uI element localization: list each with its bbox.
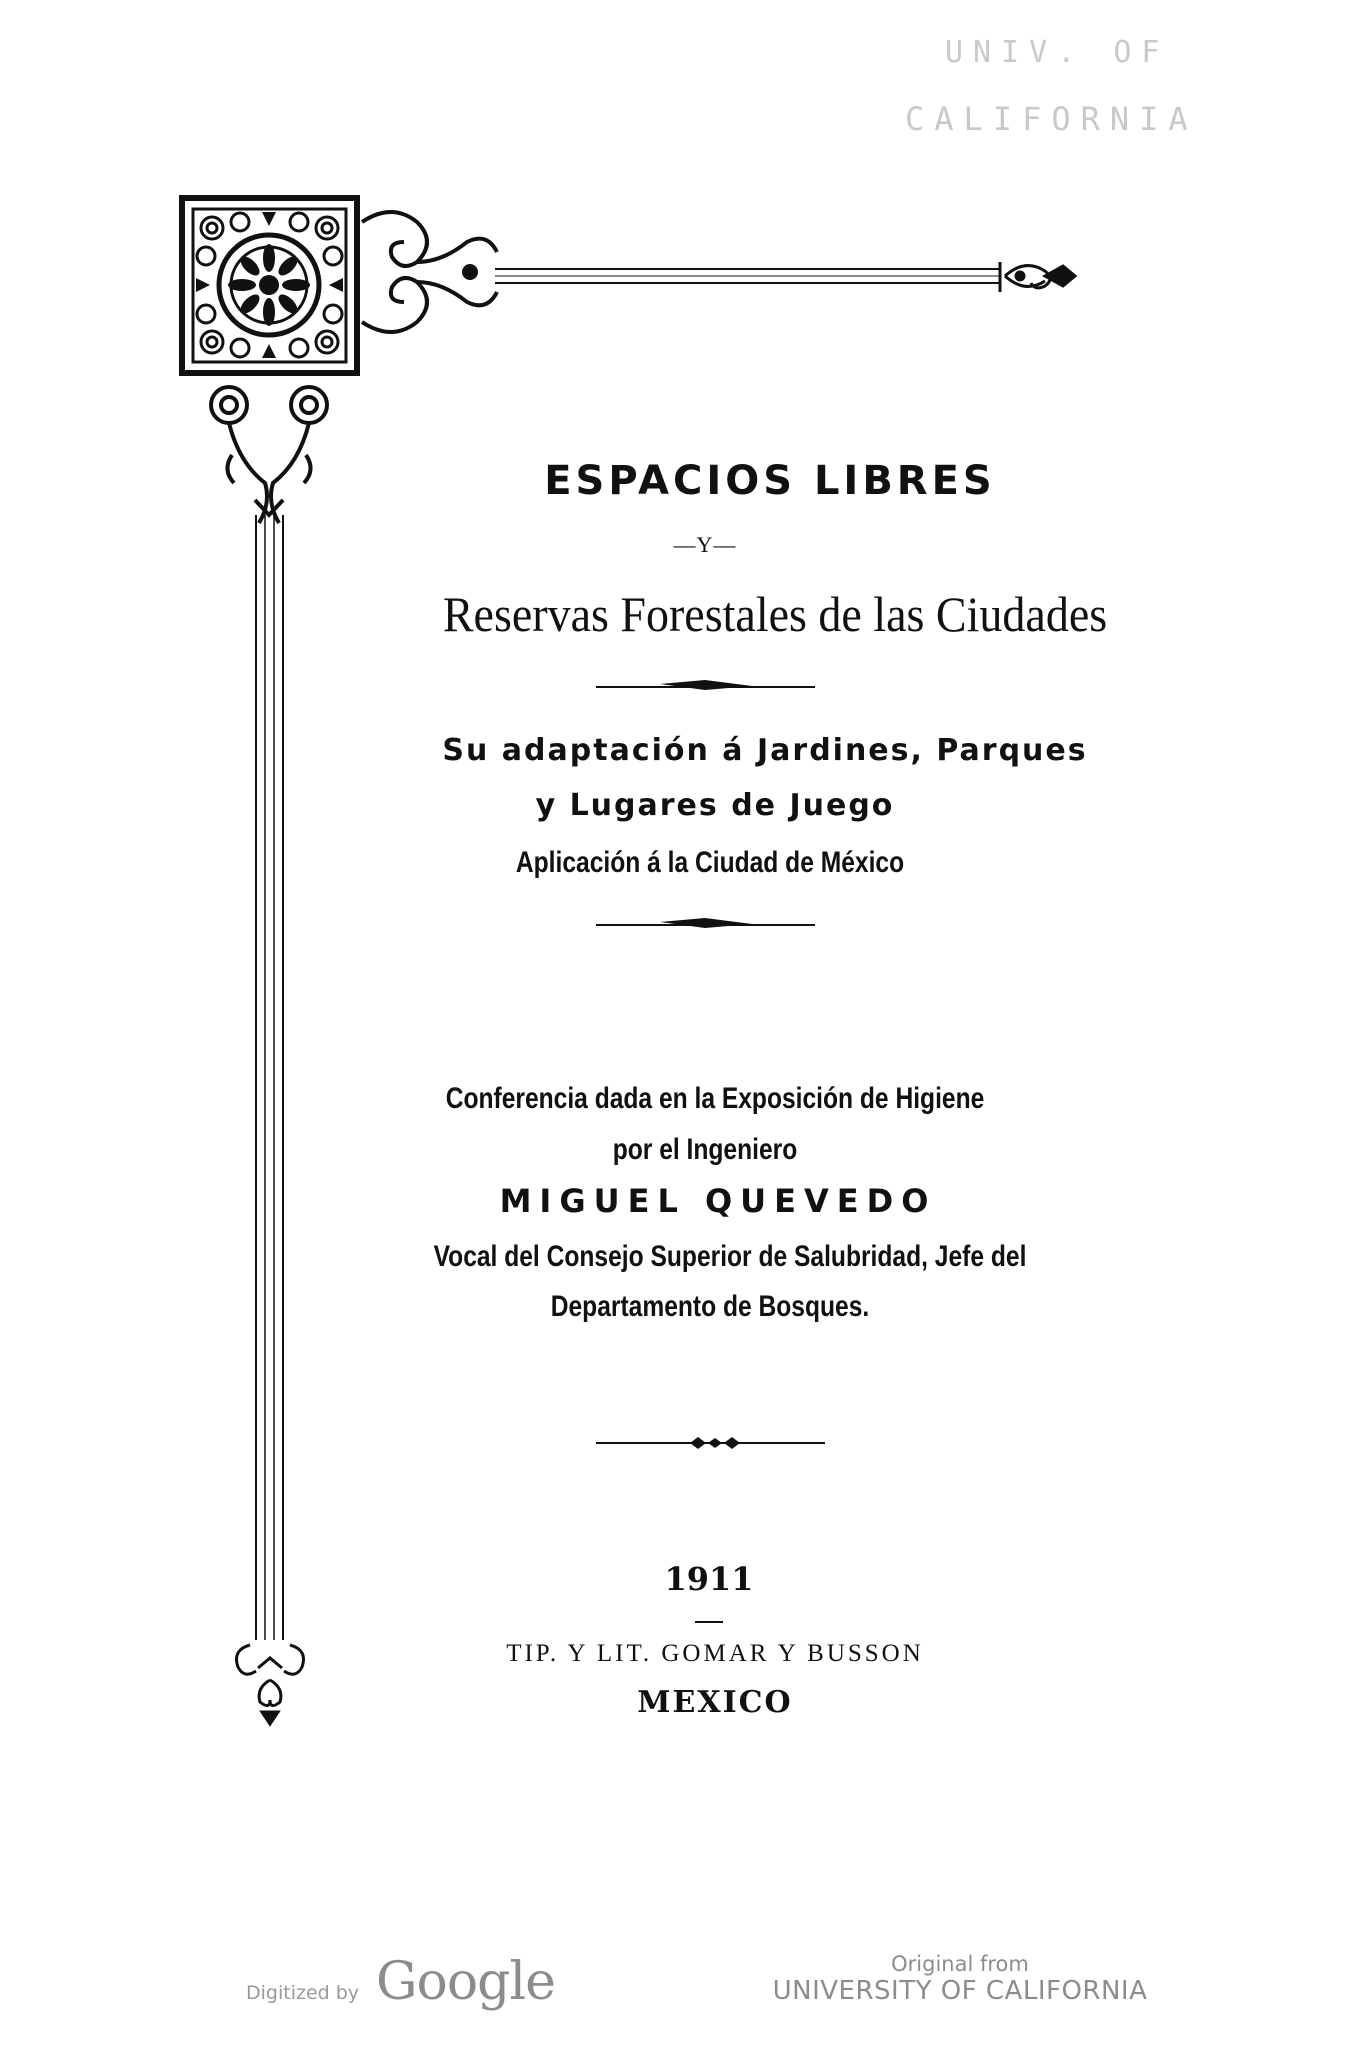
author-role-line-2: Departamento de Bosques. bbox=[550, 1290, 870, 1323]
publication-city: MEXICO bbox=[637, 1685, 793, 1720]
side-vertical-rule bbox=[256, 515, 283, 1640]
library-stamp-line2: CALIFORNIA bbox=[905, 100, 1198, 138]
corner-rosette-ornament bbox=[182, 198, 357, 373]
separator-rule-1 bbox=[596, 680, 815, 690]
author-name: MIGUEL QUEVEDO bbox=[499, 1182, 937, 1220]
top-horizontal-rule bbox=[495, 262, 1000, 292]
publication-year: 1911 bbox=[664, 1560, 754, 1598]
library-stamp-line1: UNIV. OF bbox=[945, 35, 1170, 70]
title: ESPACIOS LIBRES bbox=[544, 458, 996, 504]
adaptation-line-2: y Lugares de Juego bbox=[535, 788, 895, 823]
top-scroll-bracket bbox=[362, 212, 497, 332]
original-source bbox=[760, 1952, 1160, 2006]
author-role-line-1: Vocal del Consejo Superior de Salubridad, Jefe del bbox=[433, 1240, 1027, 1273]
conjunction: —Y— bbox=[673, 532, 737, 557]
separator-rule-3 bbox=[596, 1437, 825, 1449]
application-line: Aplicación á la Ciudad de México bbox=[515, 846, 905, 879]
adaptation-line-1: Su adaptación á Jardines, Parques bbox=[442, 733, 1088, 768]
conference-line-1: Conferencia dada en la Exposición de Higiene bbox=[445, 1082, 985, 1115]
subtitle: Reservas Forestales de las Ciudades bbox=[442, 586, 1108, 642]
google-logo: Google bbox=[376, 1952, 555, 2012]
printer: TIP. Y LIT. GOMAR Y BUSSON bbox=[506, 1640, 924, 1667]
side-scroll-bracket bbox=[211, 387, 327, 523]
separator-rule-2 bbox=[596, 918, 815, 928]
institution-label: UNIVERSITY OF CALIFORNIA bbox=[772, 1976, 1148, 2006]
conference-line-2: por el Ingeniero bbox=[612, 1133, 798, 1166]
original-from-label: Original from bbox=[891, 1952, 1029, 1976]
side-rule-end-ornament bbox=[237, 1645, 304, 1724]
digitized-by-label: Digitized by bbox=[246, 1982, 360, 2004]
top-rule-end-ornament bbox=[1005, 266, 1075, 288]
